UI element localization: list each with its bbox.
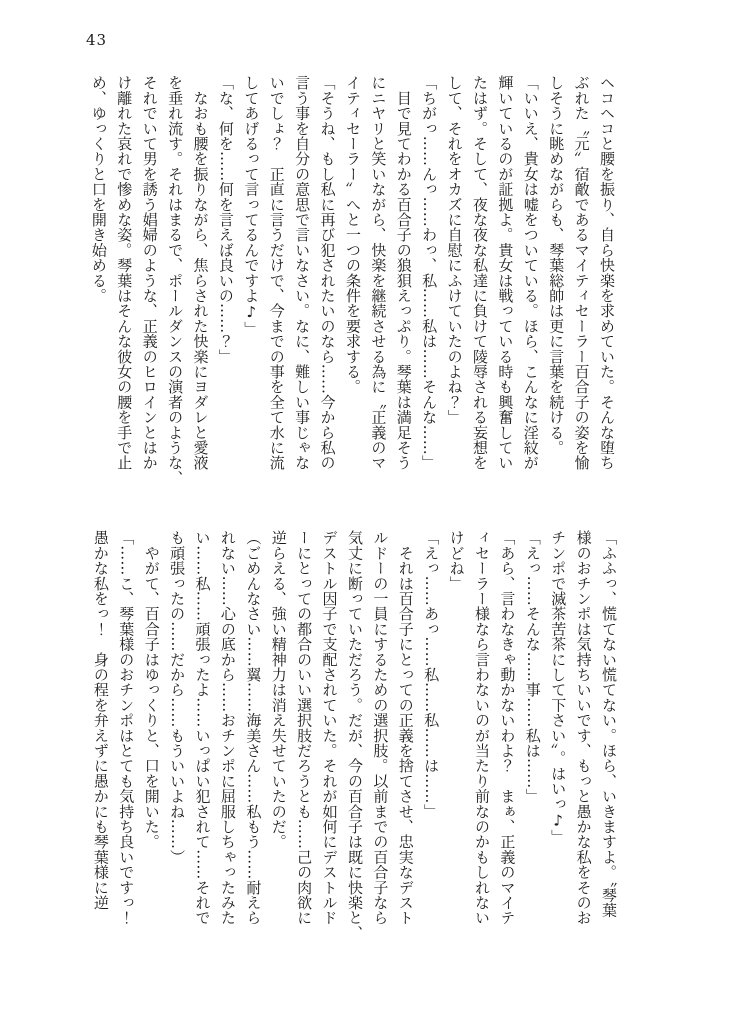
text-line: 気丈に断っていただろう。だが、今の百合子は既に快楽と、 [345, 530, 364, 941]
text-line: 輝いているのが証拠よ。貴女は戦っている時も興奮してい [496, 75, 515, 471]
text-line: け離れた哀れで惨めな姿。琴葉はそんな彼女の腰を手で止 [115, 75, 134, 471]
text-line: チンポで滅茶苦茶にして下さい〟。はいっ♪」 [549, 530, 568, 845]
text-line: しそうに眺めながらも、琴葉総帥は更に言葉を続ける。 [547, 75, 566, 455]
text-line: 「ふふっ、慌てない慌てない。ほら、いきますよ。〝琴葉 [600, 530, 618, 918]
text-line: なおも腰を振りながら、焦らされた快楽にヨダレと愛液 [191, 75, 210, 471]
text-line: それは百合子にとっての正義を捨てさせ、忠実なデスト [396, 530, 415, 926]
text-line: ーにとっての都合のいい選択肢だろうとも……己の肉欲に [295, 530, 314, 926]
text-line: けどね」 [447, 530, 466, 591]
text-line: 様のおチンポは気持ちいいです、もっと愚かな私をそのお [574, 530, 593, 926]
text-line: 言う事を自分の意思で言いなさい。なに、難しい事じゃな [293, 75, 312, 471]
text-line: ヘコヘコと腰を振り、自ら快楽を求めていた。そんな堕ち [598, 75, 616, 471]
text-line: い……私……頑張ったよ……いっぱい犯されて……それで [193, 530, 212, 926]
text-line: ぶれた〝元〟宿敵であるマイティセーラー百合子の姿を愉 [572, 75, 591, 471]
text-line: たはず。そして、夜な夜な私達に負けて陵辱される妄想を [470, 75, 489, 471]
text-line: も頑張ったの……だから……もういいよね……） [168, 530, 187, 865]
text-line: 「ちがっ……んっ……わっ、私……私は……そんな……」 [420, 75, 439, 471]
text-line: してあげるって言ってるんですよ♪」 [242, 75, 261, 337]
text-block-bottom [87, 530, 621, 974]
text-line: にニヤリと笑いながら、快楽を継続させる為に〝正義のマ [369, 75, 388, 471]
text-line: 「……こ、琴葉様のおチンポはとても気持ち良いですっ！ [117, 530, 136, 926]
text-line: それでいて男を誘う娼婦のような、正義のヒロインとはか [140, 75, 159, 471]
text-line: 逆らえる、強い精神力は消え失せていたのだ。 [269, 530, 288, 850]
text-line: 「えっ……あっ……私……私……は……」 [422, 530, 441, 819]
text-block-top [85, 75, 619, 499]
text-line: 「えっ……そんな……事……私は……」 [523, 530, 542, 804]
text-line: 目で見てわかる百合子の狼狽えっぷり。琴葉は満足そう [394, 75, 413, 471]
page-number: 43 [86, 31, 108, 49]
text-line: を垂れ流す。それはまるで、ポールダンスの演者のような、 [166, 75, 185, 486]
text-line: ルドーの一員にするための選択肢。以前までの百合子なら [371, 530, 390, 926]
text-line: いでしょ？ 正直に言うだけで、今までの事を全て水に流 [267, 75, 286, 471]
text-line: やがて、百合子はゆっくりと、口を開いた。 [142, 530, 161, 850]
text-line: デストル因子で支配されていた。それが如何にデストルド [320, 530, 339, 926]
text-line: 愚かな私をっ！ 身の程を弁えずに愚かにも琴葉様に逆 [91, 530, 110, 910]
text-line: 「いいえ、貴女は嘘をついている。ほら、こんなに淫紋が [521, 75, 540, 471]
text-line: ィセーラー様なら言わないのが当たり前なのかもしれない [472, 530, 491, 926]
text-line: め、ゆっくりと口を開き始める。 [89, 75, 108, 303]
text-line: 「あら、言わなきゃ動かないわよ？ まぁ、正義のマイテ [498, 530, 517, 926]
text-line: イティセーラー〟へと一つの条件を要求する。 [343, 75, 362, 395]
text-line: れない……心の底から……おチンポに屈服しちゃったみた [218, 530, 237, 926]
text-line: （ごめんなさい……翼……海美さん……私もう……耐えら [244, 530, 263, 926]
text-line: 「な、何を……何を言えば良いの……？」 [216, 75, 235, 364]
text-line: 「そうね、もし私に再び犯されたいのなら……今から私の [318, 75, 337, 471]
text-line: して、それをオカズに自慰にふけていたのよね？」 [445, 75, 464, 425]
